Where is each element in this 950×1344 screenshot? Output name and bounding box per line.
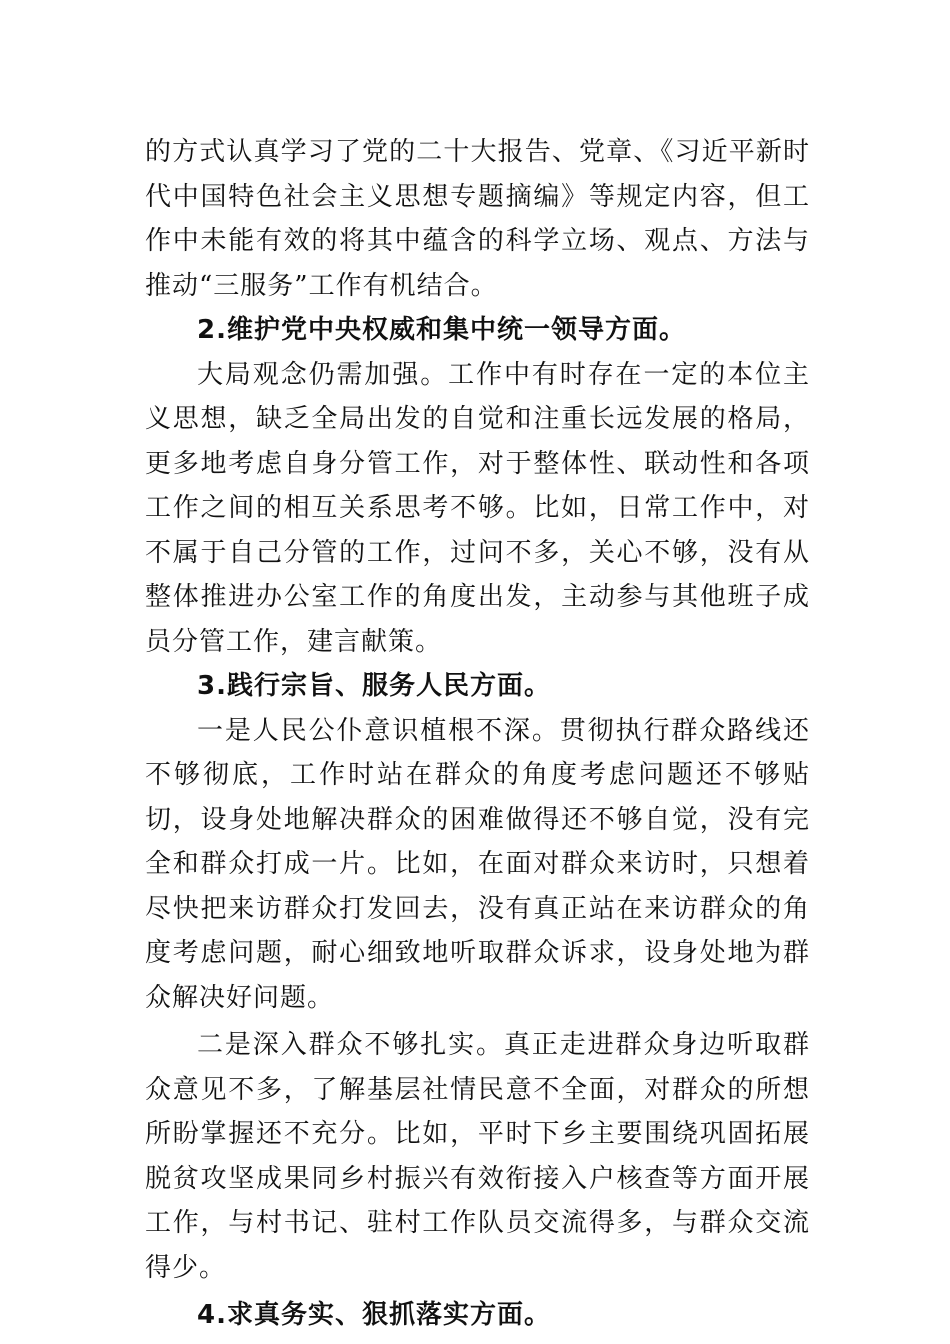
section-heading-3: 3.践行宗旨、服务人民方面。 — [197, 671, 551, 701]
section-heading-2: 2.维护党中央权威和集中统一领导方面。 — [197, 315, 686, 345]
paragraph-continuation: 的方式认真学习了党的二十大报告、党章、《习近平新时代中国特色社会主义思想专题摘编》等规定内容，但工作中未能有效的将其中蕴含的科学立场、观点、方法与推动“三服务”工作有机结合。 — [145, 137, 810, 301]
section-heading-4: 4.求真务实、狠抓落实方面。 — [197, 1300, 551, 1330]
paragraph-grassroots: 二是深入群众不够扎实。真正走进群众身边听取群众意见不多，了解基层社情民意不全面，对群众的所想所盼掌握还不充分。比如，平时下乡主要围绕巩固拓展脱贫攻坚成果同乡村振兴有效衔接入户核查等方面开展工作，与村书记、驻村工作队员交流得多，与群众交流得少。 — [145, 1030, 810, 1283]
paragraph-public-servant: 一是人民公仆意识植根不深。贯彻执行群众路线还不够彻底，工作时站在群众的角度考虑问题还不够贴切，设身处地解决群众的困难做得还不够自觉，没有完全和群众打成一片。比如，在面对群众来访时，只想着尽快把来访群众打发回去，没有真正站在来访群众的角度考虑问题，耐心细致地听取群众诉求，设身处地为群众解决好问题。 — [145, 715, 810, 1013]
document-body — [145, 130, 810, 1338]
paragraph-overall-view: 大局观念仍需加强。工作中有时存在一定的本位主义思想，缺乏全局出发的自觉和注重长远发展的格局，更多地考虑自身分管工作，对于整体性、联动性和各项工作之间的相互关系思考不够。比如，日常工作中，对不属于自己分管的工作，过问不多，关心不够，没有从整体推进办公室工作的角度出发，主动参与其他班子成员分管工作，建言献策。 — [145, 359, 810, 657]
